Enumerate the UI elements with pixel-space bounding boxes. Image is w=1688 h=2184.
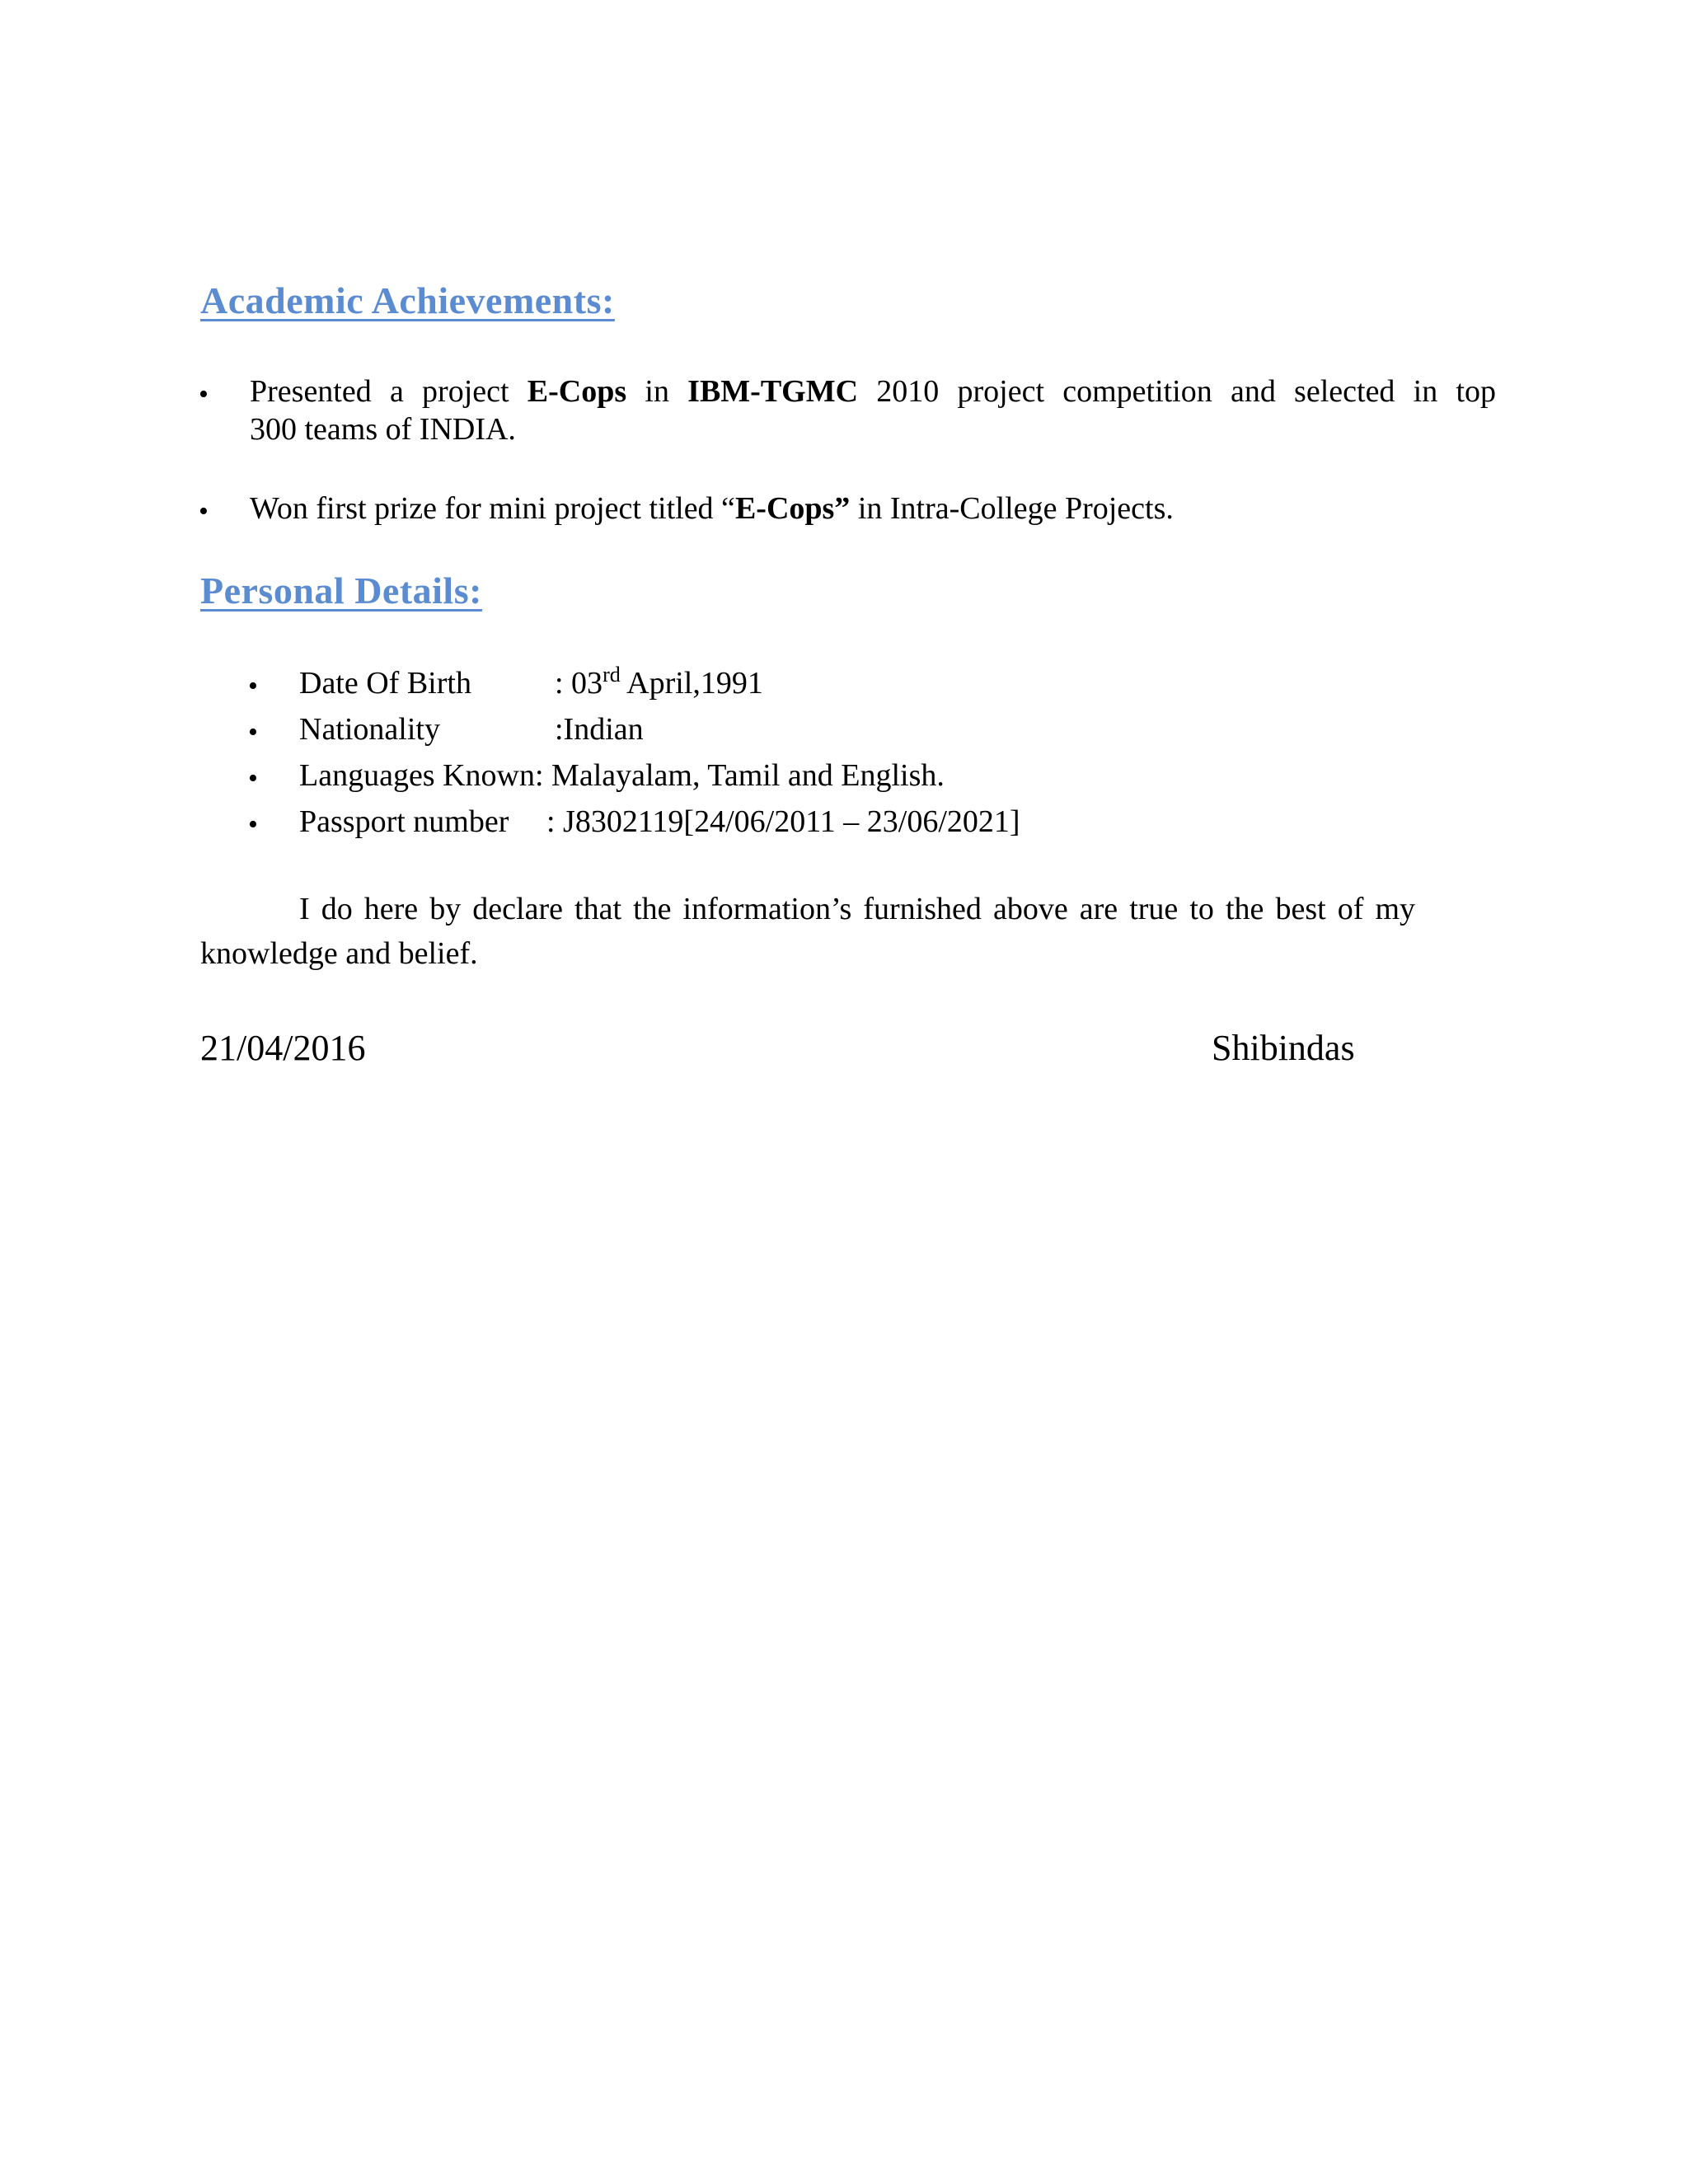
bullet-icon: • [248, 809, 258, 840]
signature-date: 21/04/2016 [200, 1028, 366, 1068]
personal-details-heading: Personal Details: [200, 569, 482, 612]
academic-item-1-line-1: Presented a project E-Cops in IBM-TGMC 2010 project competition and selected in top [250, 374, 1496, 409]
signature-name: Shibindas [1212, 1028, 1355, 1068]
bullet-icon: • [199, 379, 209, 410]
declaration-line-2: knowledge and belief. [200, 936, 478, 971]
academic-achievements-heading: Academic Achievements: [200, 279, 615, 321]
bullet-icon: • [248, 671, 258, 701]
academic-item-1-line-2: 300 teams of INDIA. [250, 412, 516, 447]
personal-passport: Passport number : J8302119[24/06/2011 – 23/06/2021] [299, 804, 1020, 839]
bullet-icon: • [248, 717, 258, 748]
personal-dob: Date Of Birth : 03rd April,1991 [299, 663, 763, 701]
declaration-line-1: I do here by declare that the information’s furnished above are true to the best of my [299, 892, 1415, 926]
personal-languages: Languages Known: Malayalam, Tamil and English. [299, 758, 945, 793]
personal-nationality: Nationality :Indian [299, 712, 644, 747]
bullet-icon: • [199, 496, 209, 527]
bullet-icon: • [248, 763, 258, 794]
academic-item-2: Won first prize for mini project titled “E-Cops” in Intra-College Projects. [250, 491, 1174, 526]
